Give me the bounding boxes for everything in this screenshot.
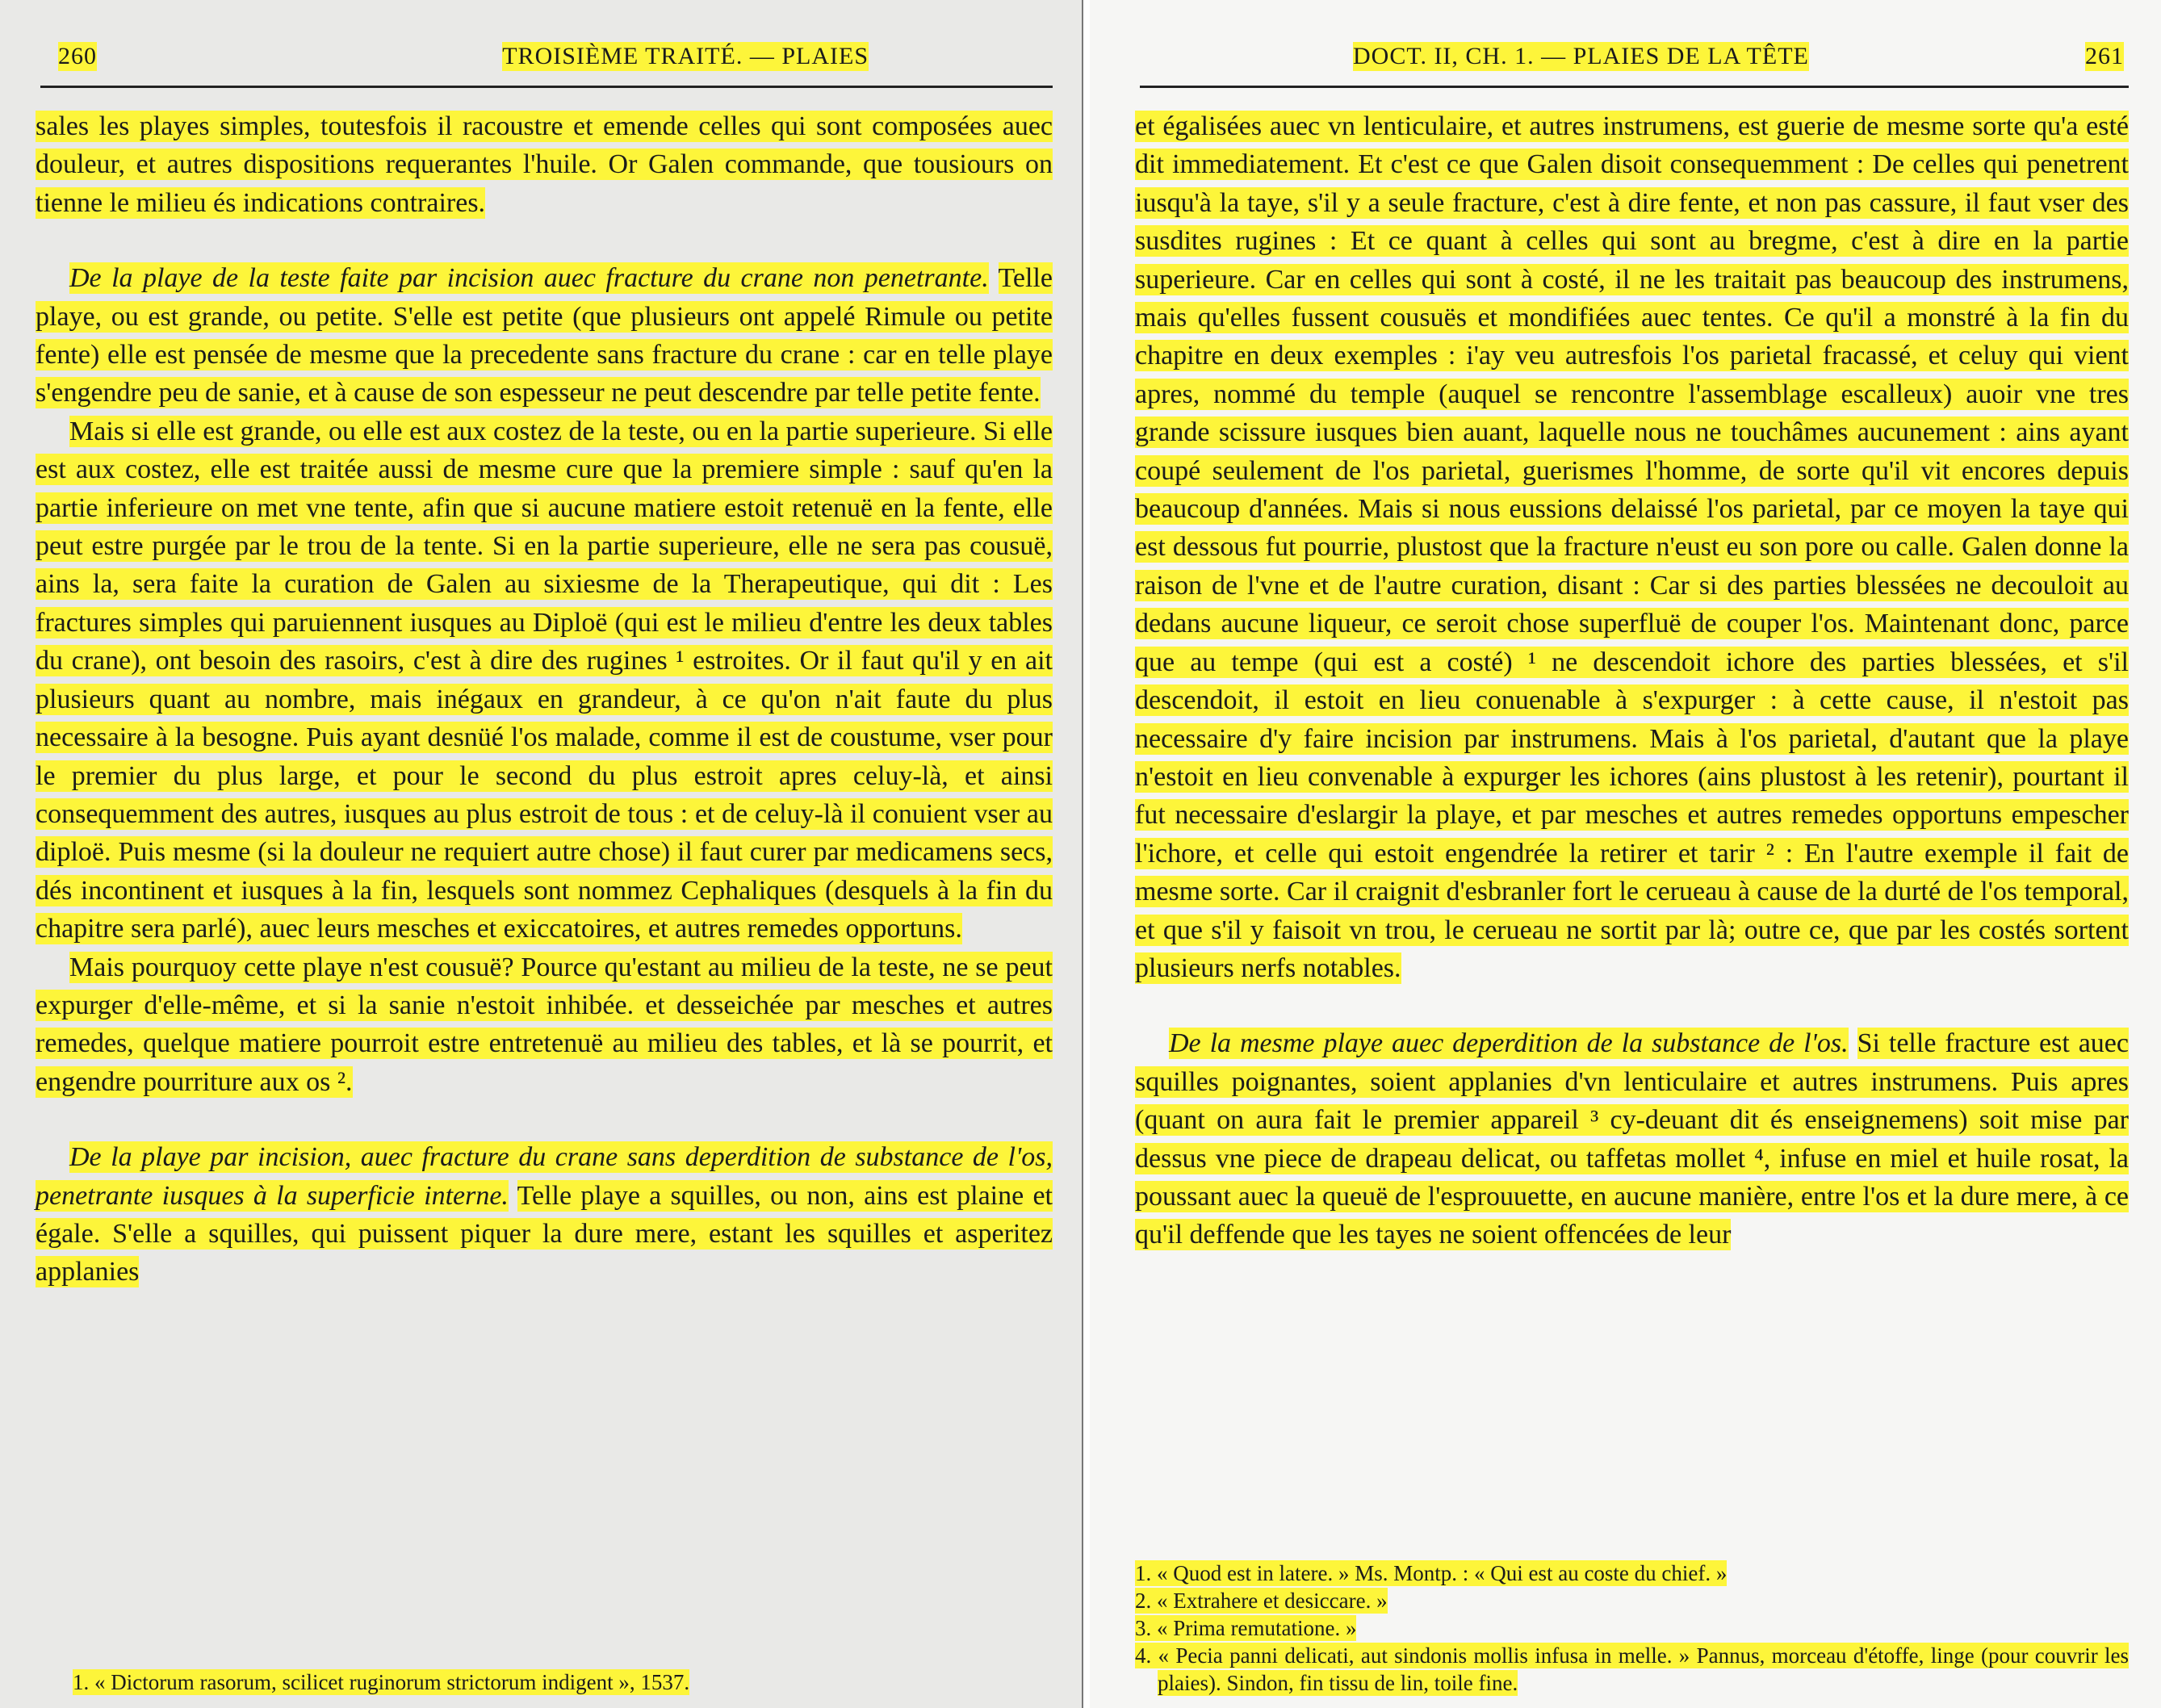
left-running-head xyxy=(36,39,1053,74)
left-paragraph-4 xyxy=(36,948,1053,1102)
paragraph-text: Si telle fracture est auec squilles poignantes, soient applanies d'vn lenticulaire et autres instrumens. Puis apres (quant on aura fait le premier appareil ³ cy-deuant dit és enseignemens) soit mise par dessus vne piece de drapeau delicat, ou taffetas mollet ⁴, infuse en miel et huile rosat, la poussant auec la queuë de l'esprouuette, en aucune manière, entre l'os et la dure mere, à ce qu'il deffende que les tayes ne soient offencées de leur xyxy=(1135,1028,2129,1250)
footnote-text: 3. « Prima remutatione. » xyxy=(1135,1616,1357,1640)
footnote xyxy=(73,1668,1053,1696)
footnote-text: 1. « Dictorum rasorum, scilicet ruginorum strictorum indigent », 1537. xyxy=(73,1670,690,1694)
left-footnotes xyxy=(73,1668,1053,1696)
left-paragraph-2 xyxy=(36,259,1053,412)
right-body-text xyxy=(1135,107,2129,1254)
right-page xyxy=(1090,0,2161,1708)
left-header-rule xyxy=(40,86,1053,88)
paragraph-text: Telle playe a squilles, ou non, ains est plaine et égale. S'elle a squilles, qui puissent piquer la dure mere, estant les squilles et asperitez applanies xyxy=(36,1180,1053,1287)
paragraph-text: Mais si elle est grande, ou elle est aux costez de la teste, ou en la partie superieure. Si elle est aux costez, elle est traitée aussi de mesme cure que la premiere simple : sauf qu'en la partie inferieure on met vne tente, afin que si aucune matiere estoit retenuë en la fente, elle peut estre purgée par le trou de la tente. Si en la partie superieure, elle ne sera pas cousuë, ains la, sera faite la curation de Galen au sixiesme de la Therapeutique, qui dit : Les fractures simples qui paruiennent iusques au Diploë (qui est le milieu d'entre les deux tables du crane), ont besoin des rasoirs, c'est à dire des rugines ¹ estroites. Or il faut qu'il y en ait plusieurs quant au nombre, mais inégaux en grandeur, à ce qu'on n'ait faute du plus necessaire à la besogne. Puis ayant desnüé l'os malade, comme il est de coustume, vser pour le premier du plus large, et pour le second du plus estroit apres celuy-là, et ainsi consequemment des autres, iusques au plus estroit de tous : et de celuy-là il conuient vser au diploë. Puis mesme (si la douleur ne requiert autre chose) il faut curer par medicamens secs, dés incontinent et iusques à la fin, lesquels sont nommez Cephaliques (desquels à la fin du chapitre sera parlé), auec leurs mesches et exiccatoires, et autres remedes opportuns. xyxy=(36,416,1053,944)
footnote xyxy=(1135,1587,2129,1614)
right-paragraph-1 xyxy=(1135,107,2129,987)
right-paragraph-2 xyxy=(1135,1024,2129,1254)
section-heading: De la playe de la teste faite par incision auec fracture du crane non penetrante. xyxy=(69,263,989,294)
left-paragraph-5 xyxy=(36,1138,1053,1291)
footnote-text: 1. « Quod est in latere. » Ms. Montp. : « Qui est au coste du chief. » xyxy=(1135,1561,1728,1585)
paragraph-text: et égalisées auec vn lenticulaire, et autres instrumens, est guerie de mesme sorte qu'a esté dit immediatement. Et c'est ce que Galen disoit consequemment : De celles qui penetrent iusqu'à la taye, s'il y a seule fracture, c'est à dire fente, et non pas cassure, il faut vser des susdites rugines : Et ce quant à celles qui sont au bregme, c'est à dire en la partie superieure. Car en celles qui sont à costé, il ne les traitait pas beaucoup des instrumens, mais qu'elles fussent cousuës et mondifiées auec tentes. Ce qu'il a monstré à la fin du chapitre en deux exemples : i'ay veu autresfois l'os parietal fracassé, et celuy qui vient apres, nommé du temple (auquel se rencontre l'assemblage escalleux) auoir vne tres grande scissure iusques bien auant, laquelle nous ne touchâmes aucunement : ains ayant coupé seulement de l'os parietal, guerismes l'homme, de sorte qu'il vit encores depuis beaucoup d'années. Mais si nous eussions delaissé l'os parietal, par ce moyen la taye qui est dessous fut pourrie, plustost que la fracture n'eust eu son pore ou calle. Galen donne la raison de l'vne et de l'autre curation, disant : Car si des parties blessées ne decouloit au dedans aucune liqueur, ce seroit chose superfluë de couper l'os. Maintenant donc, parce que au tempe (qui est a costé) ¹ ne descendoit ichore des parties blessées, et s'il descendoit, il estoit en lieu conuenable à s'expurger : à cette cause, il n'estoit pas necessaire d'y faire incision par instrumens. Mais à l'os parietal, d'autant que la playe n'estoit en lieu convenable à expurger les ichores (ains plustost à les retenir), pourtant il fut necessaire d'eslargir la playe, et par mesches et autres remedes opportuns empescher l'ichore, et celle qui estoit engendrée la retirer et tarir ² : En l'autre exemple il fait de mesme sorte. Car il craignit d'esbranler fort le cerueau à cause de la durté de l'os temporal, et que s'il y faisoit vn trou, le cerueau ne sortit par là; outre ce, que par les costés sortent plusieurs nerfs notables. xyxy=(1135,111,2129,983)
footnote xyxy=(1135,1614,2129,1642)
section-heading: De la mesme playe auec deperdition de la substance de l'os. xyxy=(1169,1028,1849,1059)
right-page-number: 261 xyxy=(2085,43,2124,69)
paragraph-text: Mais pourquoy cette playe n'est cousuë? Pource qu'estant au milieu de la teste, ne se peut expurger d'elle-même, et si la sanie n'estoit inhibée. et desseichée par mesches et autres remedes, quelque matiere pourroit estre entretenuë au milieu des tables, et là se pourrit, et engendre pourriture aux os ². xyxy=(36,952,1053,1097)
section-heading: De la playe par incision, auec fracture du crane sans deperdition de substance de l'os, penetrante iusques à la superficie interne. xyxy=(36,1142,1053,1211)
footnote-text: 4. « Pecia panni delicati, aut sindonis mollis infusa in melle. » Pannus, morceau d'étoffe, linge (pour couvrir les plaies). Sindon, fin tissu de lin, toile fine. xyxy=(1135,1643,2129,1695)
right-footnotes xyxy=(1135,1559,2129,1697)
right-header-rule xyxy=(1140,86,2129,88)
right-running-title: DOCT. II, CH. 1. — PLAIES DE LA TÊTE xyxy=(1353,43,1809,69)
paragraph-text: sales les playes simples, toutesfois il racoustre et emende celles qui sont composées auec douleur, et autres dispositions requerantes l'huile. Or Galen commande, que tousiours on tienne le milieu és indications contraires. xyxy=(36,111,1053,218)
left-page-number: 260 xyxy=(58,43,97,69)
left-running-title: TROISIÈME TRAITÉ. — PLAIES xyxy=(502,43,869,69)
footnote-text: 2. « Extrahere et desiccare. » xyxy=(1135,1589,1388,1613)
right-running-head xyxy=(1135,39,2129,74)
footnote xyxy=(1135,1559,2129,1587)
left-body-text xyxy=(36,107,1053,1291)
footnote xyxy=(1135,1642,2129,1697)
paragraph-text: Telle playe, ou est grande, ou petite. S'elle est petite (que plusieurs ont appelé Rimule ou petite fente) elle est pensée de mesme que la precedente sans fracture du crane : car en telle playe s'engendre peu de sanie, et à cause de son espesseur ne peut descendre par telle petite fente. xyxy=(36,263,1053,408)
left-paragraph-1 xyxy=(36,107,1053,222)
left-paragraph-3 xyxy=(36,412,1053,948)
